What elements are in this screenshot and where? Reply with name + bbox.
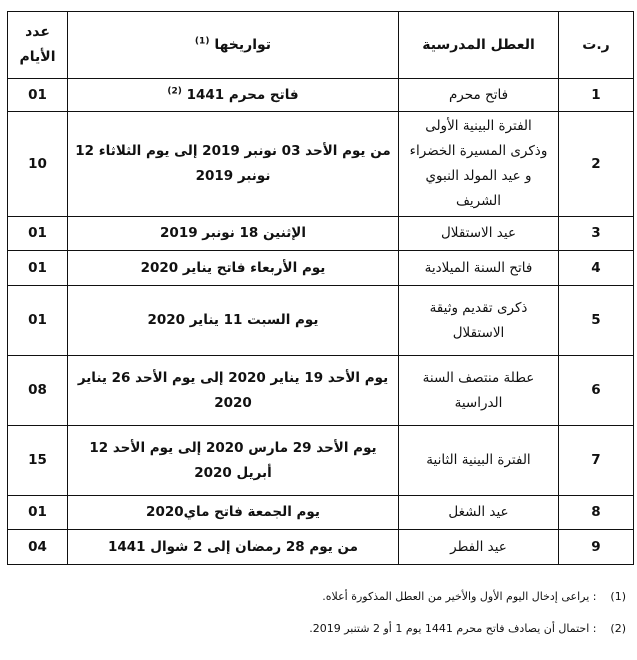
row-number: 1 [559, 79, 634, 112]
days-count: 15 [8, 426, 68, 496]
holiday-dates [68, 79, 399, 112]
table-row [8, 496, 634, 530]
table-row [8, 112, 634, 217]
days-count: 01 [8, 217, 68, 251]
days-count: 01 [8, 496, 68, 530]
footnote-ref-2: (2) [167, 86, 182, 96]
footnote-1 [7, 586, 626, 608]
days-count: 10 [8, 112, 68, 217]
holiday-dates: يوم الجمعة فاتح ماي2020 [68, 496, 399, 530]
header-dates-label: تواريخها [214, 36, 272, 53]
header-holiday: العطل المدرسية [399, 12, 559, 79]
row-number: 9 [559, 530, 634, 565]
table-row [8, 251, 634, 286]
row-number: 7 [559, 426, 634, 496]
holiday-name: ذكرى تقديم وثيقة الاستقلال [399, 286, 559, 356]
school-holidays-table [7, 11, 634, 565]
holiday-name: عيد الشغل [399, 496, 559, 530]
holiday-dates: الإثنين 18 نونبر 2019 [68, 217, 399, 251]
footnotes [7, 586, 626, 650]
holiday-dates: من يوم 28 رمضان إلى 2 شوال 1441 [68, 530, 399, 565]
row-number: 5 [559, 286, 634, 356]
table-row [8, 356, 634, 426]
table-row [8, 530, 634, 565]
holiday-dates: من يوم الأحد 03 نونبر 2019 إلى يوم الثلاثاء 12 نونبر 2019 [68, 112, 399, 217]
holiday-dates: يوم الأربعاء فاتح يناير 2020 [68, 251, 399, 286]
holiday-name: عطلة منتصف السنة الدراسية [399, 356, 559, 426]
header-days-count: عدد الأيام [8, 12, 68, 79]
days-count: 04 [8, 530, 68, 565]
holiday-dates-text: فاتح محرم 1441 [186, 86, 299, 103]
holiday-dates: يوم السبت 11 يناير 2020 [68, 286, 399, 356]
footnote-number: (2) [610, 622, 626, 635]
header-row-number: ر.ت [559, 12, 634, 79]
days-count: 01 [8, 79, 68, 112]
holiday-name: فاتح محرم [399, 79, 559, 112]
footnote-text: : احتمال أن يصادف فاتح محرم 1441 يوم 1 أو 2 شتنبر 2019. [309, 622, 597, 635]
row-number: 8 [559, 496, 634, 530]
table-row [8, 79, 634, 112]
table-row [8, 286, 634, 356]
footnote-number: (1) [610, 590, 626, 603]
table-row [8, 217, 634, 251]
holiday-dates: يوم الأحد 29 مارس 2020 إلى يوم الأحد 12 أبريل 2020 [68, 426, 399, 496]
holiday-name: الفترة البينية الأولى وذكرى المسيرة الخضراء و عيد المولد النبوي الشريف [399, 112, 559, 217]
days-count: 01 [8, 251, 68, 286]
footnote-2 [7, 618, 626, 640]
days-count: 08 [8, 356, 68, 426]
row-number: 2 [559, 112, 634, 217]
row-number: 4 [559, 251, 634, 286]
holiday-name: عيد الاستقلال [399, 217, 559, 251]
table-row [8, 426, 634, 496]
holiday-name: عيد الفطر [399, 530, 559, 565]
holiday-name: فاتح السنة الميلادية [399, 251, 559, 286]
row-number: 6 [559, 356, 634, 426]
holiday-name: الفترة البينية الثانية [399, 426, 559, 496]
footnote-text: : يراعى إدخال اليوم الأول والأخير من العطل المذكورة أعلاه. [322, 590, 597, 603]
footnote-ref-1: (1) [194, 35, 210, 46]
days-count: 01 [8, 286, 68, 356]
table-header-row [8, 12, 634, 79]
header-dates [68, 12, 399, 79]
row-number: 3 [559, 217, 634, 251]
holiday-dates: يوم الأحد 19 يناير 2020 إلى يوم الأحد 26 يناير 2020 [68, 356, 399, 426]
